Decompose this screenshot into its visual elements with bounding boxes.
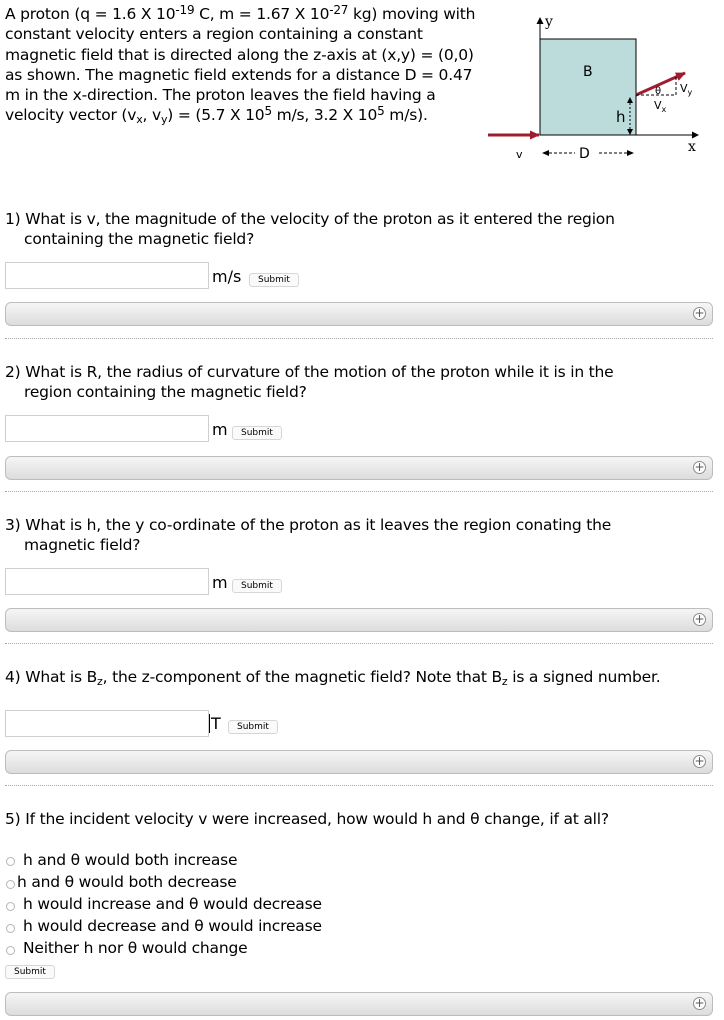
choice-label-3[interactable]: h would increase and θ would decrease [23, 895, 322, 913]
x-axis-label: x [688, 139, 696, 155]
divider [5, 643, 713, 644]
plus-circle-icon[interactable]: + [694, 306, 705, 320]
answer-input-2[interactable] [5, 415, 209, 442]
question-1 [5, 209, 710, 250]
unit-label: m [212, 573, 228, 592]
d-label: D [579, 146, 590, 162]
problem-text: kg) moving with constant velocity enters a region containing a constant magnetic field that is directed along the z-axis at (x,y) = (0,0) as shown. The magnetic field extends for a distance D = 0.47 m in the x-direction. The proton leaves the field having a velocity vector (v [5, 5, 476, 125]
unit-label: m/s [212, 267, 242, 286]
h-label: h [616, 108, 626, 126]
magnetic-field-diagram [486, 8, 712, 173]
question-number: 1) [5, 210, 21, 228]
question-number: 2) [5, 363, 21, 381]
vy-label: $V_y$ [680, 82, 693, 97]
divider [5, 785, 713, 786]
answer-input-1[interactable] [5, 262, 209, 289]
question-5 [5, 809, 710, 829]
plus-circle-icon[interactable]: + [694, 996, 705, 1010]
bz-subscript: z [97, 675, 103, 688]
problem-text: , v [142, 106, 161, 125]
vy-exponent: 5 [377, 104, 385, 119]
question-3 [5, 515, 710, 556]
mass-exponent: -27 [329, 3, 349, 17]
question-4 [5, 667, 710, 687]
question-text: containing the magnetic field? [24, 230, 255, 249]
hint-bar-5[interactable] [5, 992, 713, 1016]
unit-label: T [211, 714, 221, 733]
hint-bar-4[interactable] [5, 750, 713, 774]
plus-circle-icon[interactable]: + [694, 754, 705, 768]
question-number: 4) [5, 668, 21, 686]
choice-radio-1[interactable] [6, 857, 15, 866]
problem-text: m/s). [384, 106, 428, 125]
theta-label: θ [655, 86, 662, 97]
hint-bar-2[interactable] [5, 456, 713, 480]
question-text: magnetic field? [24, 536, 141, 555]
vx-exponent: 5 [264, 104, 272, 119]
vx-subscript: x [136, 113, 143, 127]
question-text: What is h, the y co-ordinate of the proton as it leaves the region conating the [25, 516, 612, 534]
vx-label: $V_x$ [654, 99, 667, 114]
choice-label-1[interactable]: h and θ would both increase [23, 851, 238, 869]
problem-text: C, m = 1.67 X 10 [194, 5, 330, 23]
choice-radio-4[interactable] [6, 924, 15, 933]
answer-input-4[interactable] [5, 710, 209, 737]
y-axis-label: y [545, 14, 553, 30]
question-text: What is R, the radius of curvature of the motion of the proton while it is in the [25, 363, 614, 381]
problem-text: A proton (q = 1.6 X 10 [5, 5, 176, 23]
submit-button-1[interactable]: Submit [249, 273, 299, 287]
choice-radio-2[interactable] [6, 880, 15, 889]
charge-exponent: -19 [175, 3, 195, 17]
choice-label-4[interactable]: h would decrease and θ would increase [23, 917, 322, 935]
answer-input-3[interactable] [5, 568, 209, 595]
choice-label-5[interactable]: Neither h nor θ would change [23, 939, 248, 957]
submit-button-4[interactable]: Submit [228, 720, 278, 734]
problem-text: m/s, 3.2 X 10 [271, 106, 378, 125]
field-label: B [583, 64, 593, 80]
divider [5, 491, 713, 492]
question-text: , the z-component of the magnetic field? Note that B [102, 668, 502, 686]
question-number: 5) [5, 810, 21, 828]
divider [5, 338, 713, 339]
incident-velocity-label: v [516, 148, 523, 161]
vy-subscript: y [160, 113, 168, 127]
problem-statement [5, 4, 483, 126]
submit-button-2[interactable]: Submit [232, 426, 282, 440]
hint-bar-1[interactable] [5, 302, 713, 326]
hint-bar-3[interactable] [5, 608, 713, 632]
question-text: What is B [25, 668, 98, 686]
problem-text: ) = (5.7 X 10 [167, 106, 265, 125]
submit-button-5[interactable]: Submit [5, 965, 55, 979]
question-text: is a signed number. [507, 668, 661, 686]
choice-label-2[interactable]: h and θ would both decrease [17, 873, 237, 891]
question-text: region containing the magnetic field? [24, 383, 307, 402]
choice-radio-3[interactable] [6, 902, 15, 911]
plus-circle-icon[interactable]: + [694, 460, 705, 474]
bz-subscript: z [501, 675, 508, 688]
question-text: What is v, the magnitude of the velocity of the proton as it entered the region [25, 210, 615, 228]
plus-circle-icon[interactable]: + [694, 612, 705, 626]
question-2 [5, 362, 710, 403]
question-text: If the incident velocity v were increased, how would h and θ change, if at all? [25, 810, 609, 828]
question-number: 3) [5, 516, 21, 534]
unit-label: m [212, 420, 228, 439]
choice-radio-5[interactable] [6, 946, 15, 955]
submit-button-3[interactable]: Submit [232, 579, 282, 593]
